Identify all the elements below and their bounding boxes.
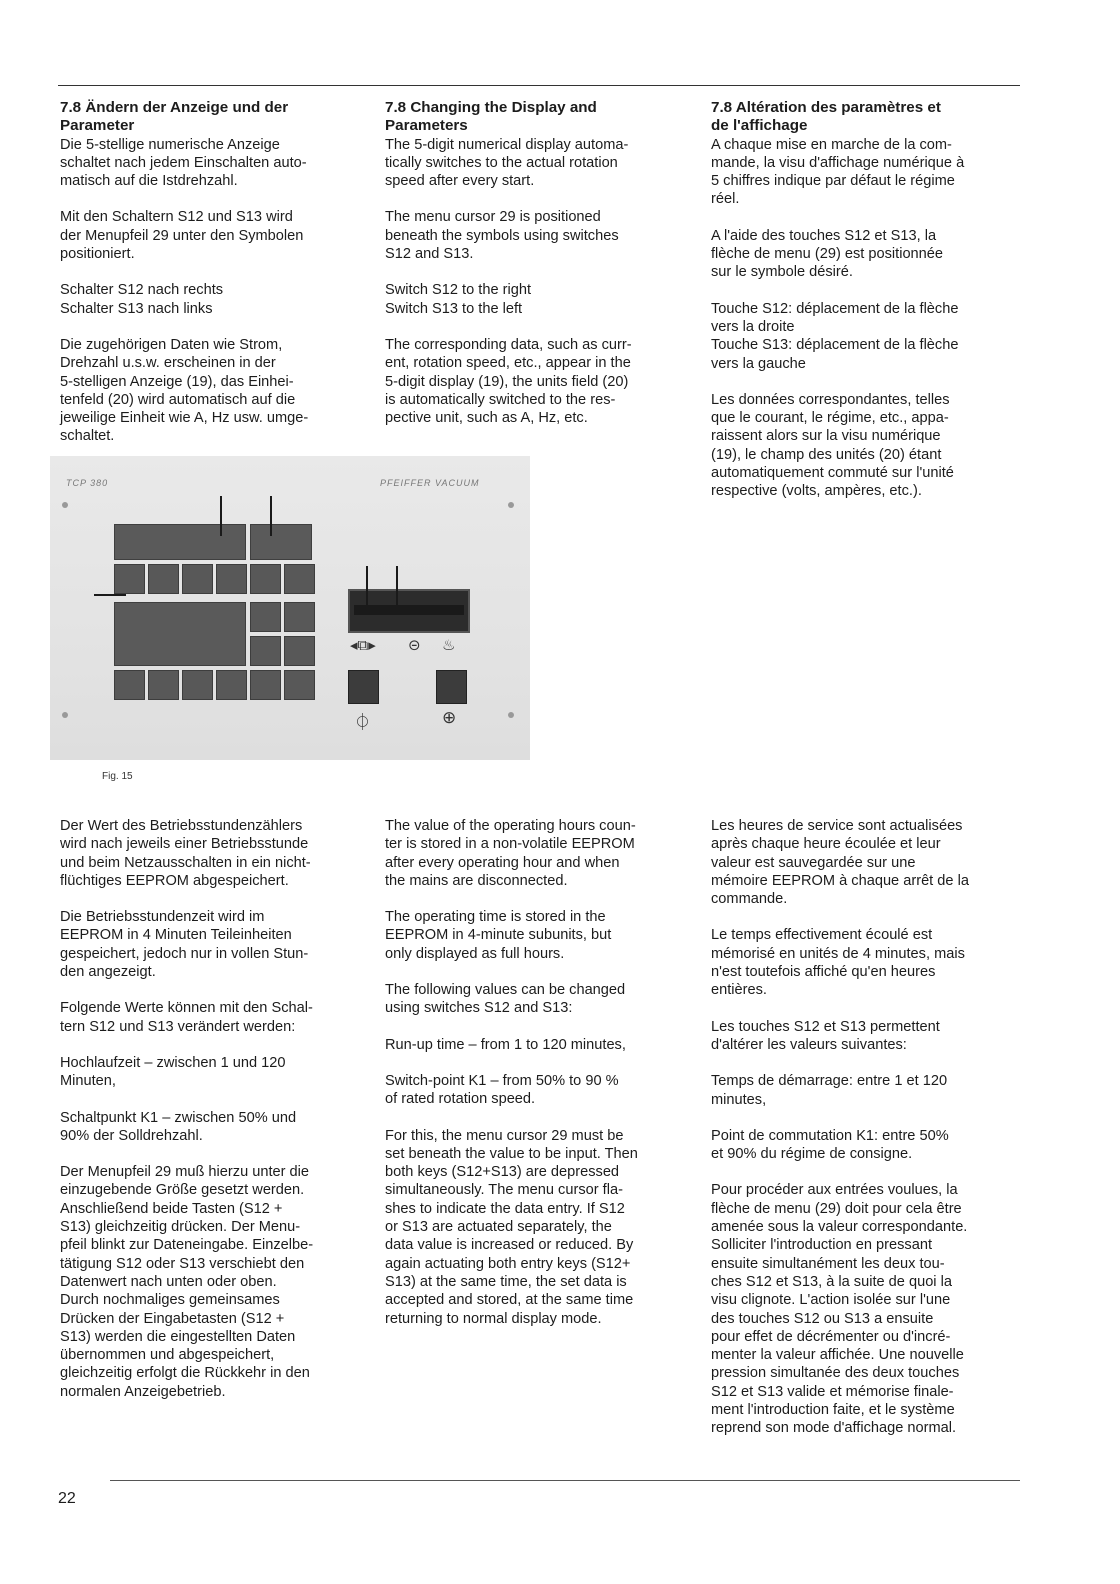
column-de-top: [60, 99, 365, 464]
section-heading-fr: 7.8 Altération des paramètres et de l'affichage: [711, 99, 941, 135]
paragraph: Les heures de service sont actualisées après chaque heure écoulée et leur valeur est sauvegardée sur une mémoire EEPROM à chaque arrêt de la commande.: [711, 818, 969, 908]
figure-caption: Fig. 15: [102, 771, 133, 782]
upper-display-window: [114, 524, 246, 560]
paragraph: Le temps effectivement écoulé est mémorisé en unités de 4 minutes, mais n'est toutefois affiché qu'en heures entières.: [711, 927, 965, 999]
panel-key: [250, 564, 281, 594]
key-s13: [436, 670, 467, 704]
paragraph: Mit den Schaltern S12 und S13 wird der Menupfeil 29 unter den Symbolen positioniert.: [60, 209, 304, 263]
panel-key: [284, 564, 315, 594]
paragraph: Hochlaufzeit – zwischen 1 und 120 Minuten,: [60, 1054, 286, 1090]
paragraph: Pour procéder aux entrées voulues, la flèche de menu (29) doit pour cela être amenée sous la valeur correspondante. Solliciter l'introduction en pressant ensuite simultanément les deux tou- ches S12 et S13, à la suite de quoi la visu clignote. L'action isolée sur l'une des touches S12 ou S13 a ensuite pour effet de décrémenter ou d'incré- menter la valeur affichée. Une nouvelle pression simultanée des deux touches S12 et S13 valide et mémorise finale- ment l'introduction faite, et le système reprend son mode d'affichage normal.: [711, 1182, 968, 1437]
figure-brand-left: TCP 380: [66, 478, 109, 488]
callout-line: [366, 566, 368, 606]
paragraph: The value of the operating hours coun- ter is stored in a non-volatile EEPROM after every operating hour and when the mains are disconnected.: [385, 818, 636, 889]
panel-key: [250, 670, 281, 700]
paragraph: The following values can be changed using switches S12 and S13:: [385, 982, 626, 1017]
top-rule: [58, 85, 1020, 86]
paragraph: Schalter S12 nach rechts Schalter S13 nach links: [60, 282, 224, 317]
paragraph: Les données correspondantes, telles que le courant, le régime, etc., appa- raissent alors sur la visu numérique (19), le champ des unités (20) étant automatiquement commuté sur l'unité respective (volts, ampères, etc.).: [711, 391, 954, 500]
panel-key: [114, 564, 145, 594]
paragraph: Switch S12 to the right Switch S13 to the left: [385, 282, 532, 317]
menu-cursor-symbol-icon: ◂⧉▸: [350, 636, 376, 654]
section-heading-de: 7.8 Ändern der Anzeige und der Parameter: [60, 99, 289, 135]
paragraph: Run-up time – from 1 to 120 minutes,: [385, 1036, 626, 1053]
panel-key: [148, 670, 179, 700]
callout-line: [396, 566, 398, 606]
panel-key: [148, 564, 179, 594]
paragraph: Die Betriebsstundenzeit wird im EEPROM in 4 Minuten Teileinheiten gespeichert, jedoch nur in vollen Stun- den angezeigt.: [60, 909, 309, 981]
panel-key: [182, 670, 213, 700]
paragraph: Switch-point K1 – from 50% to 90 % of rated rotation speed.: [385, 1072, 619, 1108]
callout-line: [94, 594, 126, 596]
paragraph: The menu cursor 29 is positioned beneath the symbols using switches S12 and S13.: [385, 209, 619, 263]
paragraph: Les touches S12 et S13 permettent d'altérer les valeurs suivantes:: [711, 1018, 940, 1053]
pump-icon: ⊕: [442, 708, 457, 728]
section-heading-en: 7.8 Changing the Display and Parameters: [385, 99, 597, 135]
panel-key: [284, 670, 315, 700]
screw-icon: [62, 502, 68, 508]
digit-segments: [354, 605, 464, 615]
paragraph: Schaltpunkt K1 – zwischen 50% und 90% der Solldrehzahl.: [60, 1109, 297, 1144]
paragraph: Folgende Werte können mit den Schal- tern S12 und S13 verändert werden:: [60, 1000, 313, 1035]
bottom-rule: [110, 1480, 1020, 1481]
paragraph: Die 5-stellige numerische Anzeige schaltet nach jedem Einschalten auto- matisch auf die Istdrehzahl.: [60, 136, 307, 190]
column-fr-bottom: [711, 817, 1016, 1456]
panel-key: [284, 636, 315, 666]
upper-unit-window: [250, 524, 312, 560]
callout-line: [220, 496, 222, 536]
figure-control-panel: [50, 456, 530, 760]
column-en-bottom: [385, 817, 690, 1346]
figure-brand-right: PFEIFFER VACUUM: [380, 478, 480, 488]
key-s12: [348, 670, 379, 704]
paragraph: A chaque mise en marche de la com- mande, la visu d'affichage numérique à 5 chiffres indique par défaut le régime réel.: [711, 136, 965, 208]
column-de-bottom: [60, 817, 365, 1419]
screw-icon: [508, 712, 514, 718]
paragraph: The operating time is stored in the EEPROM in 4-minute subunits, but only displayed as full hours.: [385, 909, 612, 962]
page-number: 22: [58, 1490, 76, 1507]
paragraph: Temps de démarrage: entre 1 et 120 minutes,: [711, 1073, 948, 1108]
panel-key: [216, 564, 247, 594]
paragraph: Point de commutation K1: entre 50% et 90% du régime de consigne.: [711, 1127, 949, 1163]
panel-key: [250, 636, 281, 666]
panel-key: [250, 602, 281, 632]
panel-key: [284, 602, 315, 632]
lower-display-window: [114, 602, 246, 666]
column-en-top: [385, 99, 690, 445]
panel-key: [114, 670, 145, 700]
paragraph: Der Menupfeil 29 muß hierzu unter die einzugebende Größe gesetzt werden. Anschließend beide Tasten (S12 + S13) gleichzeitig drücken. Der Menu- pfeil blinkt zur Dateneingabe. Einzelbe- tätigung S12 oder S13 verschiebt den Datenwert nach unten oder oben. Durch nochmaliges gemeinsames Drücken der Eingabetasten (S12 + S13) werden die eingestellten Daten übernommen und abgespeichert, gleichzeitig erfolgt die Rückkehr in den normalen Anzeigebetrieb.: [60, 1164, 314, 1400]
paragraph: Der Wert des Betriebsstundenzählers wird nach jeweils einer Betriebsstunde und beim Netzausschalten in ein nicht- flüchtiges EEPROM abgespeichert.: [60, 818, 311, 889]
column-fr-top: [711, 99, 1016, 519]
paragraph: The corresponding data, such as curr- ent, rotation speed, etc., appear in the 5-digit display (19), the units field (20) is automatically switched to the res- pective unit, such as A, Hz, etc.: [385, 336, 632, 427]
panel-key: [182, 564, 213, 594]
callout-line: [270, 496, 272, 536]
heating-symbol-icon: ♨: [442, 636, 456, 654]
power-icon: ⏀: [354, 713, 371, 733]
paragraph: Touche S12: déplacement de la flèche vers la droite Touche S13: déplacement de la flèche vers la gauche: [711, 300, 959, 372]
paragraph: For this, the menu cursor 29 must be set beneath the value to be input. Then both keys (S12+S13) are depressed simultaneously. The menu cursor fla- shes to indicate the data entry. If S12 or S13 are actuated separately, the data value is increased or reduced. By again actuating both entry keys (S12+ S13) at the same time, the set data is accepted and stored, at the same time returning to normal display mode.: [385, 1127, 638, 1327]
panel-key: [216, 670, 247, 700]
standby-symbol-icon: ⊝: [408, 636, 421, 654]
screw-icon: [62, 712, 68, 718]
paragraph: A l'aide des touches S12 et S13, la flèche de menu (29) est positionnée sur le symbole désiré.: [711, 227, 944, 281]
screw-icon: [508, 502, 514, 508]
paragraph: Die zugehörigen Daten wie Strom, Drehzahl u.s.w. erscheinen in der 5-stelligen Anzeige (19), das Einhei- tenfeld (20) wird automatisch auf die jeweilige Einheit wie A, Hz usw. umge- schaltet.: [60, 336, 309, 445]
paragraph: The 5-digit numerical display automa- tically switches to the actual rotation speed after every start.: [385, 136, 629, 190]
